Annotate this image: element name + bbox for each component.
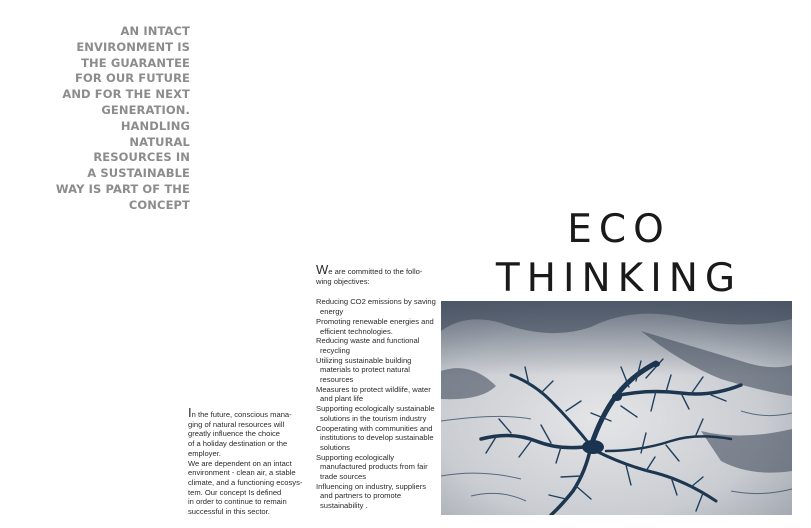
quote-line: ENVIRONMENT IS	[76, 39, 190, 54]
list-item: Supporting ecologically manufactured products from fair trade sources	[316, 452, 428, 482]
list-item: Cooperating with communities and institutions to develop sustainable solutions	[316, 423, 434, 452]
dropcap: W	[316, 262, 329, 277]
pull-quote	[40, 24, 190, 214]
quote-line: CONCEPT	[128, 197, 190, 212]
title-eco: ECO	[567, 207, 671, 252]
paragraph-line: of a holiday destination or the	[188, 439, 288, 449]
list-item: Measures to protect wildlife, water and plant life	[316, 384, 431, 404]
list-item: Reducing waste and functional recycling	[316, 336, 420, 355]
list-item: Utilizing sustainable building materials to protect natural resources	[316, 355, 412, 385]
dropcap: I	[188, 405, 192, 420]
list-item: Reducing CO2 emissions by saving energy	[316, 297, 436, 317]
objectives-list	[316, 297, 438, 510]
title-thinking: THINKING	[495, 256, 743, 301]
intro-paragraph	[188, 405, 306, 517]
paragraph-line: tem. Our concept Is defined	[188, 487, 282, 497]
quote-line: A SUSTAINABLE	[87, 166, 190, 181]
quote-line: WAY IS PART OF THE	[55, 181, 190, 196]
quote-line: FOR OUR FUTURE	[75, 71, 190, 86]
quote-line: GENERATION.	[101, 102, 190, 117]
quote-line: NATURAL	[129, 134, 190, 149]
paragraph-line: climate, and a functioning ecosys-	[188, 477, 303, 487]
quote-line: AN INTACT	[120, 24, 190, 38]
list-item: Supporting ecologically sustainable solutions in the tourism industry	[316, 404, 435, 423]
paragraph-line: in order to continue to remain	[188, 497, 287, 507]
paragraph-line: employer.	[188, 448, 221, 458]
quote-line: HANDLING	[120, 118, 190, 133]
list-item: Promoting renewable energies and efficient technologies.	[316, 316, 434, 336]
aerial-landscape-photo	[441, 301, 792, 515]
quote-line: AND FOR THE NEXT	[62, 87, 190, 102]
objectives-intro: We are committed to the follo- wing objectives:	[316, 262, 423, 286]
paragraph-line: ging of natural resources will	[188, 419, 285, 429]
paragraph-line: We are dependent on an intact	[188, 458, 292, 468]
paragraph-line: environment - clean air, a stable	[188, 468, 296, 478]
paragraph-line: greatly influence the choice	[188, 429, 281, 439]
objectives-column	[316, 262, 438, 511]
paragraph-line: In the future, conscious mana-	[188, 405, 292, 420]
aerial-photo-illustration	[441, 301, 792, 515]
quote-line: RESOURCES IN	[93, 150, 190, 165]
quote-line: THE GUARANTEE	[81, 55, 190, 70]
paragraph-line: successful in this sector.	[188, 507, 270, 517]
list-item: Influencing on industry, suppliers and partners to promote sustainability .	[316, 481, 427, 511]
